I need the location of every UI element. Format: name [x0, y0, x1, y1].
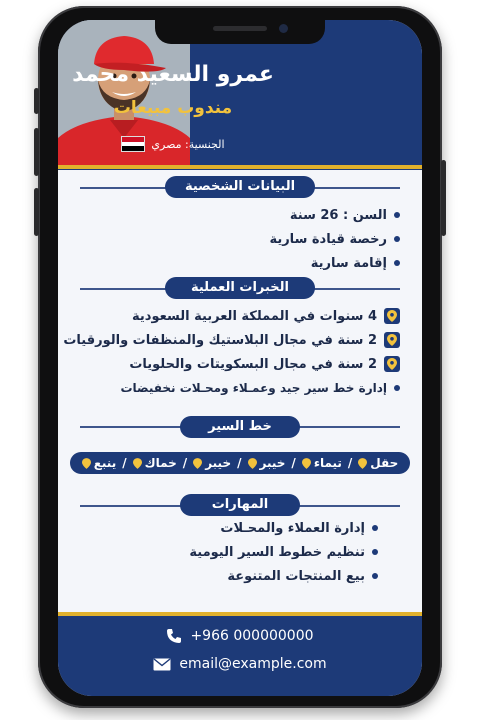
- list-item: إدارة خط سير جيد وعمـلاء ومحـلات نخفيضات: [58, 376, 422, 400]
- bullet-icon: [372, 573, 378, 579]
- route-cities-bar: [70, 452, 410, 474]
- route-separator: /: [182, 456, 188, 470]
- list-item: 2 سنة في مجال البسكويتات والحلويات: [58, 352, 422, 376]
- location-pin-icon: [358, 458, 367, 469]
- route-city: ينبع: [82, 456, 117, 470]
- section-title-personal: البيانات الشخصية: [165, 176, 315, 198]
- phone-screen: [58, 20, 422, 696]
- location-pin-icon: [82, 458, 91, 469]
- location-pin-icon: [133, 458, 142, 469]
- side-button-left-3: [34, 188, 39, 236]
- location-pin-icon: [384, 332, 400, 348]
- header-gold-divider: [58, 165, 422, 169]
- phone-notch: [155, 20, 325, 44]
- phone-contact[interactable]: [58, 628, 422, 644]
- bullet-icon: [394, 236, 400, 242]
- location-pin-icon: [384, 308, 400, 324]
- experience-list: [58, 304, 422, 400]
- location-pin-icon: [248, 458, 257, 469]
- nationality-row: [68, 136, 278, 152]
- side-button-left-2: [34, 128, 39, 176]
- speaker-grille: [213, 26, 267, 31]
- location-pin-icon: [302, 458, 311, 469]
- bullet-icon: [394, 212, 400, 218]
- route-separator: /: [122, 456, 127, 470]
- job-title: مندوب مبيعات: [113, 98, 233, 118]
- route-city: تيماء: [302, 456, 342, 470]
- email-icon: [153, 658, 171, 671]
- phone-icon: [166, 628, 182, 644]
- side-button-right: [441, 160, 446, 236]
- list-item: السن : 26 سنة: [58, 203, 422, 227]
- section-title-skills: المهارات: [180, 494, 300, 516]
- section-title-experience: الخبرات العملية: [165, 277, 315, 299]
- list-item: 4 سنوات في المملكة العربية السعودية: [58, 304, 422, 328]
- list-item: إقامة سارية: [58, 251, 422, 275]
- front-camera: [279, 24, 288, 33]
- egypt-flag-icon: [121, 136, 145, 152]
- route-city: خماك: [133, 456, 177, 470]
- route-city: حقل: [358, 456, 398, 470]
- nationality-label: الجنسية: مصري: [151, 137, 225, 151]
- location-pin-icon: [384, 356, 400, 372]
- list-item: رخصة قيادة سارية: [58, 227, 422, 251]
- skills-list: [58, 516, 422, 588]
- location-pin-icon: [193, 458, 202, 469]
- phone-number: +966 000000000: [190, 628, 314, 644]
- bullet-icon: [394, 385, 400, 391]
- route-separator: /: [291, 456, 296, 470]
- side-button-left-1: [34, 88, 39, 114]
- email-address: email@example.com: [179, 656, 327, 672]
- list-item: 2 سنة في مجال البلاستيك والمنظفات والورقيات: [58, 328, 422, 352]
- candidate-name: عمرو السعيد محمد: [72, 62, 274, 87]
- route-separator: /: [237, 456, 242, 470]
- list-item: بيع المنتجات المتنوعة: [58, 564, 422, 588]
- route-city: خيبر: [193, 456, 231, 470]
- list-item: إدارة العملاء والمحـلات: [58, 516, 422, 540]
- list-item: تنظيم خطوط السير اليومية: [58, 540, 422, 564]
- route-city: خيبر: [248, 456, 286, 470]
- email-contact[interactable]: [58, 656, 422, 672]
- personal-list: [58, 203, 422, 275]
- bullet-icon: [372, 525, 378, 531]
- route-separator: /: [347, 456, 353, 470]
- bullet-icon: [394, 260, 400, 266]
- bullet-icon: [372, 549, 378, 555]
- section-title-route: خط السير: [180, 416, 300, 438]
